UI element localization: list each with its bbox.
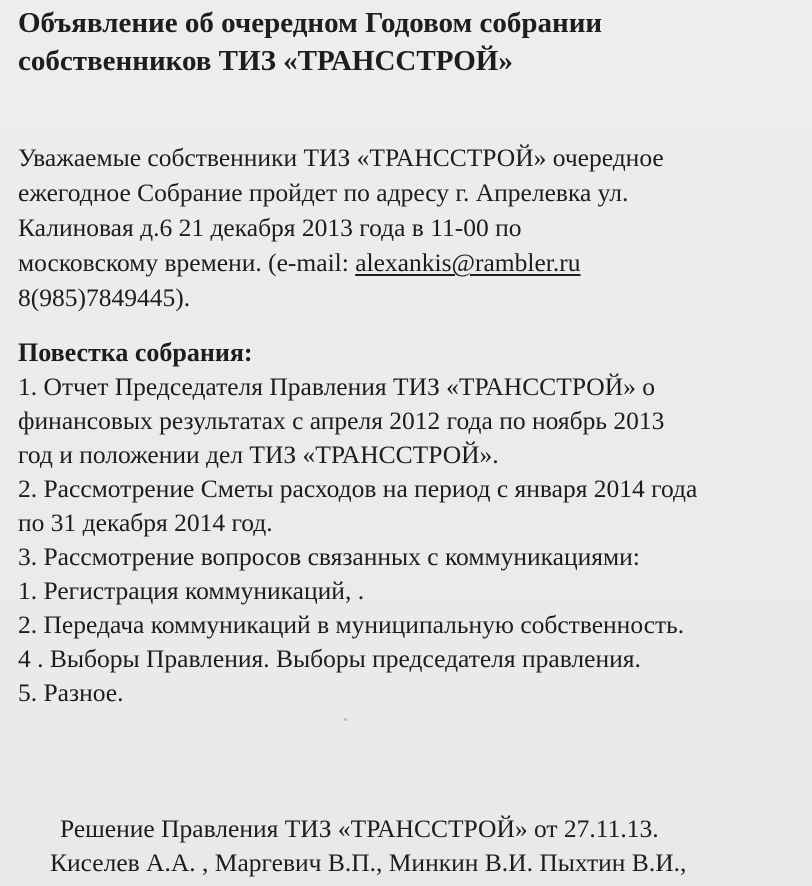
agenda-line: 1. Отчет Председателя Правления ТИЗ «ТРАНССТРОЙ» о bbox=[18, 372, 656, 401]
title-line-2: собственников ТИЗ «ТРАНССТРОЙ» bbox=[18, 45, 513, 77]
intro-line-1: Уважаемые собственники ТИЗ «ТРАНССТРОЙ» очередное bbox=[18, 143, 664, 172]
agenda-list bbox=[18, 370, 697, 710]
agenda-line: 3. Рассмотрение вопросов связанных с коммуникациями: bbox=[18, 542, 640, 571]
agenda-line: 1. Регистрация коммуникаций, . bbox=[18, 576, 365, 605]
intro-paragraph bbox=[18, 140, 664, 315]
title-line-1: Объявление об очередном Годовом собрании bbox=[18, 7, 603, 39]
agenda-line: год и положении дел ТИЗ «ТРАНССТРОЙ». bbox=[18, 440, 499, 469]
agenda-line: финансовых результатах с апреля 2012 года по ноябрь 2013 bbox=[18, 406, 665, 435]
intro-line-3: Калиновая д.6 21 декабря 2013 года в 11-00 по bbox=[18, 213, 522, 242]
intro-line-4 bbox=[18, 245, 664, 280]
intro-line-5: 8(985)7849445). bbox=[18, 283, 191, 312]
agenda-line: 2. Рассмотрение Сметы расходов на период с января 2014 года bbox=[18, 474, 698, 503]
decision-line: Решение Правления ТИЗ «ТРАНССТРОЙ» от 27.11.13. bbox=[60, 814, 659, 843]
agenda-line: 4 . Выборы Правления. Выборы председателя правления. bbox=[18, 644, 641, 673]
agenda-line: 2. Передача коммуникаций в муниципальную собственность. bbox=[18, 610, 685, 639]
scan-speck bbox=[344, 718, 347, 721]
agenda-heading: Повестка собрания: bbox=[18, 338, 253, 367]
agenda-line: 5. Разное. bbox=[18, 678, 124, 707]
board-members-line: Киселев А.А. , Маргевич В.П., Минкин В.И. Пыхтин В.И., bbox=[50, 848, 687, 877]
board-decision bbox=[50, 812, 687, 880]
email-link[interactable]: alexankis@rambler.ru bbox=[355, 248, 581, 277]
agenda-line: по 31 декабря 2014 год. bbox=[18, 508, 273, 537]
intro-line-2: ежегодное Собрание пройдет по адресу г. Апрелевка ул. bbox=[18, 178, 629, 207]
intro-line-4-text: московскому времени. (e-mail: bbox=[18, 248, 356, 277]
announcement-title bbox=[18, 4, 602, 80]
